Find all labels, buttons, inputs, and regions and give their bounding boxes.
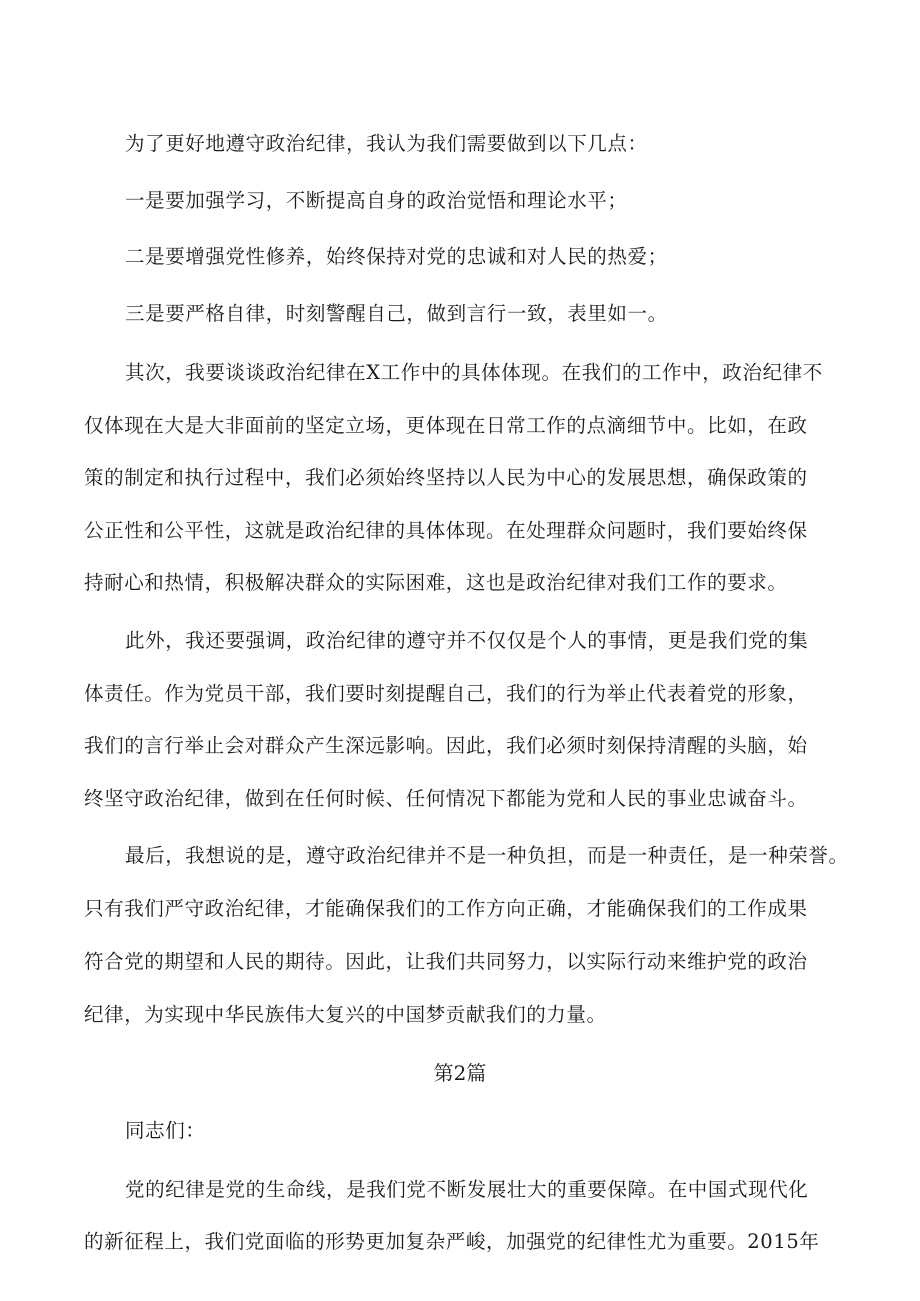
paragraph-line: 的新征程上，我们党面临的形势更加复杂严峻，加强党的纪律性尤为重要。2015年 <box>84 1230 820 1253</box>
paragraph-line: 仅体现在大是大非面前的坚定立场，更体现在日常工作的点滴细节中。比如，在政 <box>84 414 808 437</box>
paragraph-line: 公正性和公平性，这就是政治纪律的具体体现。在处理群众问题时，我们要始终保 <box>84 519 808 542</box>
section-heading: 第2篇 <box>433 1061 487 1085</box>
paragraph-line: 我们的言行举止会对群众产生深远影响。因此，我们必须时刻保持清醒的头脑，始 <box>84 734 808 757</box>
point-line: 三是要严格自律，时刻警醒自己，做到言行一致，表里如一。 <box>125 302 668 325</box>
point-line: 二是要增强党性修养，始终保持对党的忠诚和对人民的热爱； <box>125 245 668 268</box>
point-line: 一是要加强学习，不断提高自身的政治觉悟和理论水平； <box>125 189 628 212</box>
paragraph-line: 符合党的期望和人民的期待。因此，让我们共同努力，以实际行动来维护党的政治 <box>84 950 808 973</box>
paragraph-line: 终坚守政治纪律，做到在任何时候、任何情况下都能为党和人民的事业忠诚奋斗。 <box>84 787 808 810</box>
intro-line: 为了更好地遵守政治纪律，我认为我们需要做到以下几点： <box>125 132 648 155</box>
paragraph-line: 体责任。作为党员干部，我们要时刻提醒自己，我们的行为举止代表着党的形象， <box>84 682 808 705</box>
paragraph-line: 纪律，为实现中华民族伟大复兴的中国梦贡献我们的力量。 <box>84 1003 607 1026</box>
paragraph-line: 此外，我还要强调，政治纪律的遵守并不仅仅是个人的事情，更是我们党的集 <box>125 629 809 652</box>
paragraph-line: 策的制定和执行过程中，我们必须始终坚持以人民为中心的发展思想，确保政策的 <box>84 466 808 489</box>
paragraph-line: 党的纪律是党的生命线，是我们党不断发展壮大的重要保障。在中国式现代化 <box>125 1178 809 1201</box>
salutation-line: 同志们： <box>125 1119 206 1142</box>
paragraph-line: 其次，我要谈谈政治纪律在X工作中的具体体现。在我们的工作中，政治纪律不 <box>125 361 823 384</box>
paragraph-line: 持耐心和热情，积极解决群众的实际困难，这也是政治纪律对我们工作的要求。 <box>84 571 788 594</box>
paragraph-line: 最后，我想说的是，遵守政治纪律并不是一种负担，而是一种责任，是一种荣誉。 <box>125 844 849 867</box>
paragraph-line: 只有我们严守政治纪律，才能确保我们的工作方向正确，才能确保我们的工作成果 <box>84 897 808 920</box>
